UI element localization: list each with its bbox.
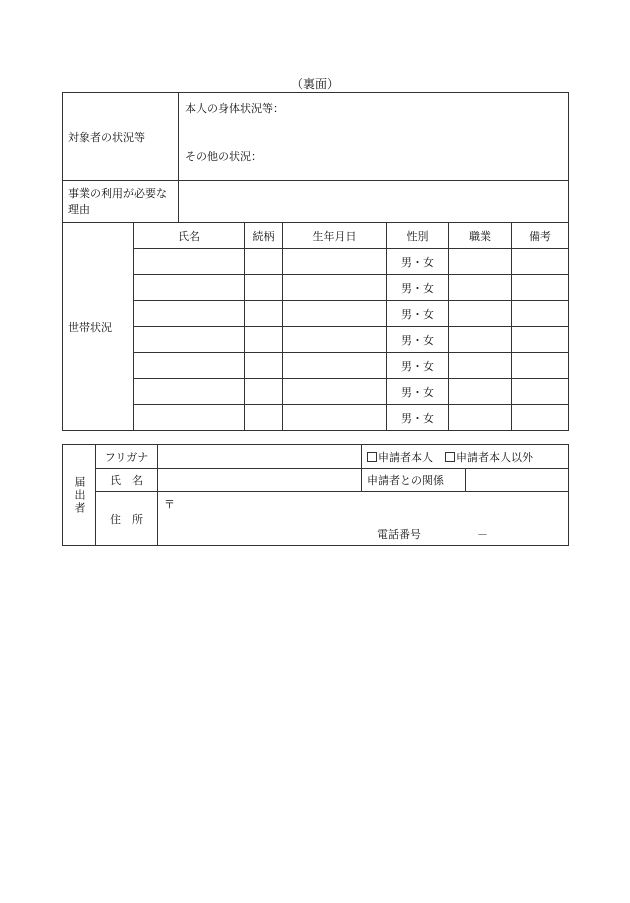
reason-field[interactable] — [179, 181, 569, 223]
household-label-cell — [63, 223, 134, 431]
header-relation: 続柄 — [245, 223, 283, 249]
address-label-cell — [96, 492, 158, 546]
name-label-cell — [96, 469, 158, 492]
subject-household-table — [62, 92, 569, 431]
member-name-field[interactable] — [134, 249, 245, 275]
member-occupation-field[interactable] — [449, 353, 512, 379]
member-notes-field[interactable] — [512, 301, 569, 327]
subject-status-label: 対象者の状況等 — [68, 130, 145, 144]
member-notes-field[interactable] — [512, 275, 569, 301]
self-option-label: 申請者本人 — [378, 450, 433, 464]
member-notes-field[interactable] — [512, 353, 569, 379]
member-occupation-field[interactable] — [449, 327, 512, 353]
applicant-table — [62, 444, 569, 546]
reason-label-cell — [63, 181, 179, 223]
table-row — [63, 379, 569, 405]
checkbox-icon — [445, 452, 455, 462]
member-gender-option[interactable]: 男・女 — [387, 405, 449, 431]
name-label: 氏 名 — [110, 474, 143, 487]
other-checkbox[interactable] — [445, 451, 533, 464]
table-row — [63, 353, 569, 379]
subject-status-label-cell — [63, 93, 179, 181]
member-name-field[interactable] — [134, 353, 245, 379]
member-gender-option[interactable]: 男・女 — [387, 327, 449, 353]
table-row — [63, 405, 569, 431]
member-birthdate-field[interactable] — [283, 275, 387, 301]
household-label: 世帯状況 — [68, 320, 112, 334]
physical-condition-label: 本人の身体状況等： — [185, 102, 284, 115]
self-checkbox[interactable] — [367, 451, 433, 464]
member-occupation-field[interactable] — [449, 405, 512, 431]
member-relation-field[interactable] — [245, 249, 283, 275]
member-birthdate-field[interactable] — [283, 405, 387, 431]
member-notes-field[interactable] — [512, 249, 569, 275]
table-row — [63, 275, 569, 301]
phone-label: 電話番号 — [377, 528, 421, 541]
relation-field[interactable] — [466, 469, 569, 492]
member-occupation-field[interactable] — [449, 379, 512, 405]
member-name-field[interactable] — [134, 327, 245, 353]
address-label: 住 所 — [110, 512, 143, 526]
member-birthdate-field[interactable] — [283, 353, 387, 379]
page-title: （裏面） — [290, 77, 339, 91]
subject-status-field[interactable] — [179, 93, 569, 181]
member-gender-option[interactable]: 男・女 — [387, 249, 449, 275]
member-birthdate-field[interactable] — [283, 327, 387, 353]
furigana-label: フリガナ — [96, 445, 158, 469]
postal-mark: 〒 — [164, 498, 175, 511]
member-occupation-field[interactable] — [449, 301, 512, 327]
name-field[interactable] — [158, 469, 362, 492]
member-name-field[interactable] — [134, 301, 245, 327]
member-birthdate-field[interactable] — [283, 249, 387, 275]
member-relation-field[interactable] — [245, 353, 283, 379]
other-option-label: 申請者本人以外 — [456, 450, 533, 464]
member-relation-field[interactable] — [245, 275, 283, 301]
member-notes-field[interactable] — [512, 379, 569, 405]
member-name-field[interactable] — [134, 405, 245, 431]
member-notes-field[interactable] — [512, 327, 569, 353]
applicant-label: 届出者 — [73, 475, 86, 515]
other-condition-label: その他の状況： — [185, 150, 262, 163]
header-birthdate: 生年月日 — [283, 223, 387, 249]
member-notes-field[interactable] — [512, 405, 569, 431]
applicant-type-cell — [362, 445, 569, 469]
header-gender: 性別 — [387, 223, 449, 249]
reason-label: 事業の利用が必要な理由 — [68, 186, 167, 216]
member-gender-option[interactable]: 男・女 — [387, 301, 449, 327]
member-name-field[interactable] — [134, 275, 245, 301]
member-name-field[interactable] — [134, 379, 245, 405]
member-gender-option[interactable]: 男・女 — [387, 379, 449, 405]
furigana-field[interactable] — [158, 445, 362, 469]
member-occupation-field[interactable] — [449, 249, 512, 275]
member-birthdate-field[interactable] — [283, 379, 387, 405]
member-occupation-field[interactable] — [449, 275, 512, 301]
table-row — [63, 301, 569, 327]
checkbox-icon — [367, 452, 377, 462]
member-birthdate-field[interactable] — [283, 301, 387, 327]
member-gender-option[interactable]: 男・女 — [387, 353, 449, 379]
phone-dash: － — [477, 528, 488, 541]
table-row — [63, 327, 569, 353]
header-occupation: 職業 — [449, 223, 512, 249]
table-row — [63, 249, 569, 275]
member-relation-field[interactable] — [245, 379, 283, 405]
member-relation-field[interactable] — [245, 327, 283, 353]
member-relation-field[interactable] — [245, 301, 283, 327]
member-gender-option[interactable]: 男・女 — [387, 275, 449, 301]
address-field[interactable] — [158, 492, 569, 546]
header-notes: 備考 — [512, 223, 569, 249]
relation-label: 申請者との関係 — [362, 469, 466, 492]
member-relation-field[interactable] — [245, 405, 283, 431]
applicant-label-cell — [63, 445, 96, 546]
header-name: 氏名 — [134, 223, 245, 249]
